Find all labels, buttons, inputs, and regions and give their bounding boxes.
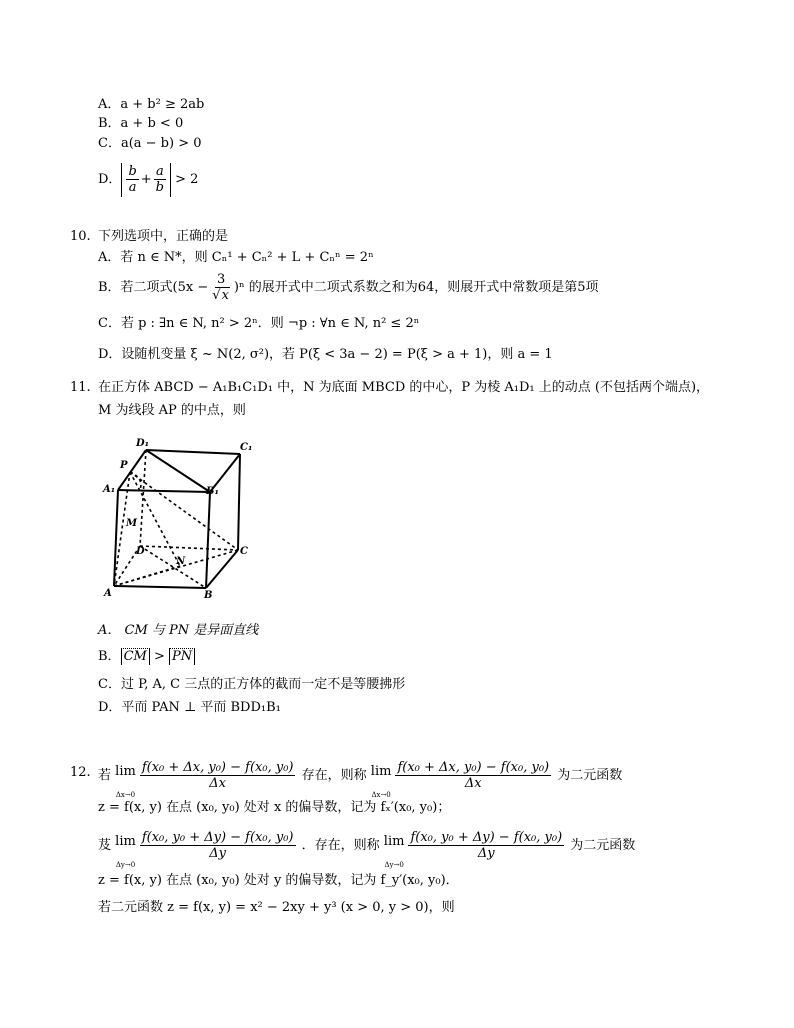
q12-line4: z = f(x, y) 在点 (x₀, y₀) 处对 y 的偏导数，记为 f_y′(x₀, y₀)． bbox=[98, 873, 459, 888]
q11-stem-line1: 在正方体 ABCD − A₁B₁C₁D₁ 中，N 为底面 MBCD 的中心，P 为棱 A₁D₁ 上的动点 (不包括两个端点)， bbox=[98, 380, 710, 395]
q9-option-c: C．a(a − b) > 0 bbox=[98, 136, 202, 151]
label-B1: B₁ bbox=[206, 486, 219, 497]
q10-stem: 下列选项中，正确的是 bbox=[98, 229, 229, 244]
q11-option-a: A． CM 与 PN 是异面直线 bbox=[98, 623, 259, 638]
label-D1: D₁ bbox=[136, 438, 150, 449]
q11-option-d: D．平而 PAN ⊥ 平而 BDD₁B₁ bbox=[98, 700, 281, 715]
q12-line2: z = f(x, y) 在点 (x₀, y₀) 处对 x 的偏导数，记为 fₓ′(x₀, y₀)； bbox=[98, 800, 451, 815]
q11-number: 11. bbox=[70, 380, 91, 395]
label-C1: C₁ bbox=[240, 442, 253, 453]
q9-option-d-label: D． bbox=[98, 172, 122, 187]
q9-option-d: D． $\frac{b}{a}$ + $\frac{a}{b}$ > 2 bbox=[98, 164, 199, 195]
q11-option-b: B． CM > PN bbox=[98, 648, 195, 665]
label-B: B bbox=[204, 590, 213, 601]
q10-option-b: B．若二项式(5x − $\frac{3}{√x}$ )ⁿ 的展开式中二项式系数之和为64，则展开式中常数项是第5项 bbox=[98, 272, 599, 303]
q10-option-a: A．若 n ∈ N*，则 Cₙ¹ + Cₙ² + L + Cₙⁿ = 2ⁿ bbox=[98, 250, 374, 265]
q12-line1: 若 lim Δx→0 $\frac{\text{f(x₀ + Δx, y₀) − f(x₀, y₀)}}{\Delta x}$ 存在，则称 lim Δx→0 $\frac{\text{f(x₀ + Δx, y₀) − f(x₀, y₀)}}{\Delta x}$ 为二元函数 bbox=[98, 760, 623, 799]
q9-option-b: B．a + b < 0 bbox=[98, 116, 184, 131]
cube-diagram bbox=[100, 436, 260, 601]
q12-line3: 芨 lim Δy→0 $\frac{\text{f(x₀, y₀ + Δy) − f(x₀, y₀)}}{\Delta y}$ ．存在，则称 lim Δy→0 $\frac{\text{f(x₀, y₀ + Δy) − f(x₀, y₀)}}{\Delta y}$ 为二元函数 bbox=[98, 830, 636, 869]
label-M: M bbox=[126, 518, 138, 529]
label-A1: A₁ bbox=[103, 484, 116, 495]
q12-line5: 若二元函数 z = f(x, y) = x² − 2xy + y³ (x > 0, y > 0)，则 bbox=[98, 900, 455, 915]
q11-option-c: C．过 P, A, C 三点的正方体的截而一定不是等腰拂形 bbox=[98, 677, 406, 692]
q12-number: 12. bbox=[70, 765, 91, 780]
label-P: P bbox=[120, 460, 128, 471]
q11-stem-line2: M 为线段 AP 的中点，则 bbox=[98, 403, 246, 418]
q9-option-a: A．a + b² ≥ 2ab bbox=[98, 97, 205, 112]
q10-number: 10. bbox=[70, 229, 91, 244]
label-D: D bbox=[136, 546, 145, 557]
label-A: A bbox=[104, 588, 112, 599]
label-N: N bbox=[176, 556, 186, 567]
label-C: C bbox=[240, 546, 248, 557]
q10-option-c: C．若 p : ∃n ∈ N, n² > 2ⁿ．则 ¬p : ∀n ∈ N, n² ≤ 2ⁿ bbox=[98, 316, 420, 331]
q10-option-d: D．设随机变量 ξ ~ N(2, σ²)，若 P(ξ < 3a − 2) = P(ξ > a + 1)，则 a = 1 bbox=[98, 347, 553, 362]
